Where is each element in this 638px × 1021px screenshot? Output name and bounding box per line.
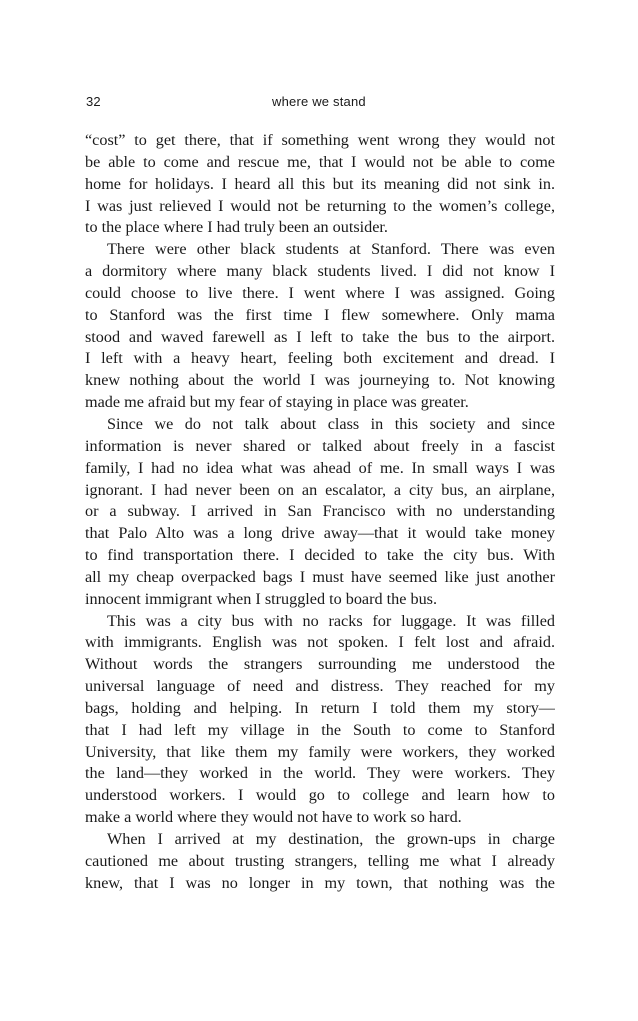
text-line: bags, holding and helping. In return I told them my story— — [85, 698, 555, 717]
running-head — [85, 94, 555, 114]
text-line: that I had left my village in the South to come to Stanford — [85, 720, 555, 739]
text-line: all my cheap overpacked bags I must have seemed like just another — [85, 567, 555, 586]
page-number: 32 — [86, 94, 101, 109]
body-text — [85, 130, 555, 895]
text-line: Since we do not talk about class in this society and since — [107, 414, 555, 433]
text-line: home for holidays. I heard all this but its meaning did not sink in. — [85, 174, 555, 193]
text-line: to find transportation there. I decided to take the city bus. With — [85, 546, 555, 565]
text-line: a dormitory where many black students lived. I did not know I — [85, 262, 555, 281]
text-line: There were other black students at Stanford. There was even — [107, 240, 555, 259]
text-line: I left with a heavy heart, feeling both excitement and dread. I — [85, 349, 555, 368]
text-line: or a subway. I arrived in San Francisco with no understanding — [85, 502, 555, 521]
paragraph — [85, 611, 555, 829]
text-line: made me afraid but my fear of staying in place was greater. — [85, 393, 469, 412]
text-line: make a world where they would not have to work so hard. — [85, 808, 462, 827]
text-line: When I arrived at my destination, the grown-ups in charge — [107, 830, 555, 848]
text-line: ignorant. I had never been on an escalator, a city bus, an airplane, — [85, 480, 555, 499]
text-line: that Palo Alto was a long drive away—that it would take money — [85, 524, 555, 543]
text-line: with immigrants. English was not spoken. I felt lost and afraid. — [85, 633, 555, 652]
text-line: knew nothing about the world I was journeying to. Not knowing — [85, 371, 555, 390]
text-line: knew, that I was no longer in my town, that nothing was the — [85, 873, 555, 892]
paragraph — [85, 239, 555, 414]
text-line: universal language of need and distress. They reached for my — [85, 677, 555, 696]
paragraph — [85, 130, 555, 239]
text-line: “cost” to get there, that if something went wrong they would not — [85, 131, 555, 149]
text-line: cautioned me about trusting strangers, telling me what I already — [85, 851, 555, 870]
text-line: Without words the strangers surrounding me understood the — [85, 655, 555, 674]
text-line: information is never shared or talked about freely in a fascist — [85, 436, 555, 455]
book-page — [85, 94, 555, 895]
text-line: stood and waved farewell as I left to take the bus to the airport. — [85, 327, 555, 346]
text-line: family, I had no idea what was ahead of me. In small ways I was — [85, 458, 555, 477]
text-line: to the place where I had truly been an outsider. — [85, 218, 388, 237]
text-line: to Stanford was the first time I flew somewhere. Only mama — [85, 305, 555, 324]
running-title: where we stand — [272, 94, 366, 109]
text-line: could choose to live there. I went where I was assigned. Going — [85, 283, 555, 302]
text-line: be able to come and rescue me, that I would not be able to come — [85, 152, 555, 171]
text-line: the land—they worked in the world. They were workers. They — [85, 764, 555, 783]
paragraph — [85, 829, 555, 895]
text-line: University, that like them my family were workers, they worked — [85, 742, 555, 761]
paragraph — [85, 414, 555, 611]
text-line: This was a city bus with no racks for luggage. It was filled — [107, 611, 555, 630]
text-line: innocent immigrant when I struggled to board the bus. — [85, 589, 438, 608]
text-line: I was just relieved I would not be returning to the women’s college, — [85, 196, 555, 215]
text-line: understood workers. I would go to college and learn how to — [85, 786, 555, 805]
